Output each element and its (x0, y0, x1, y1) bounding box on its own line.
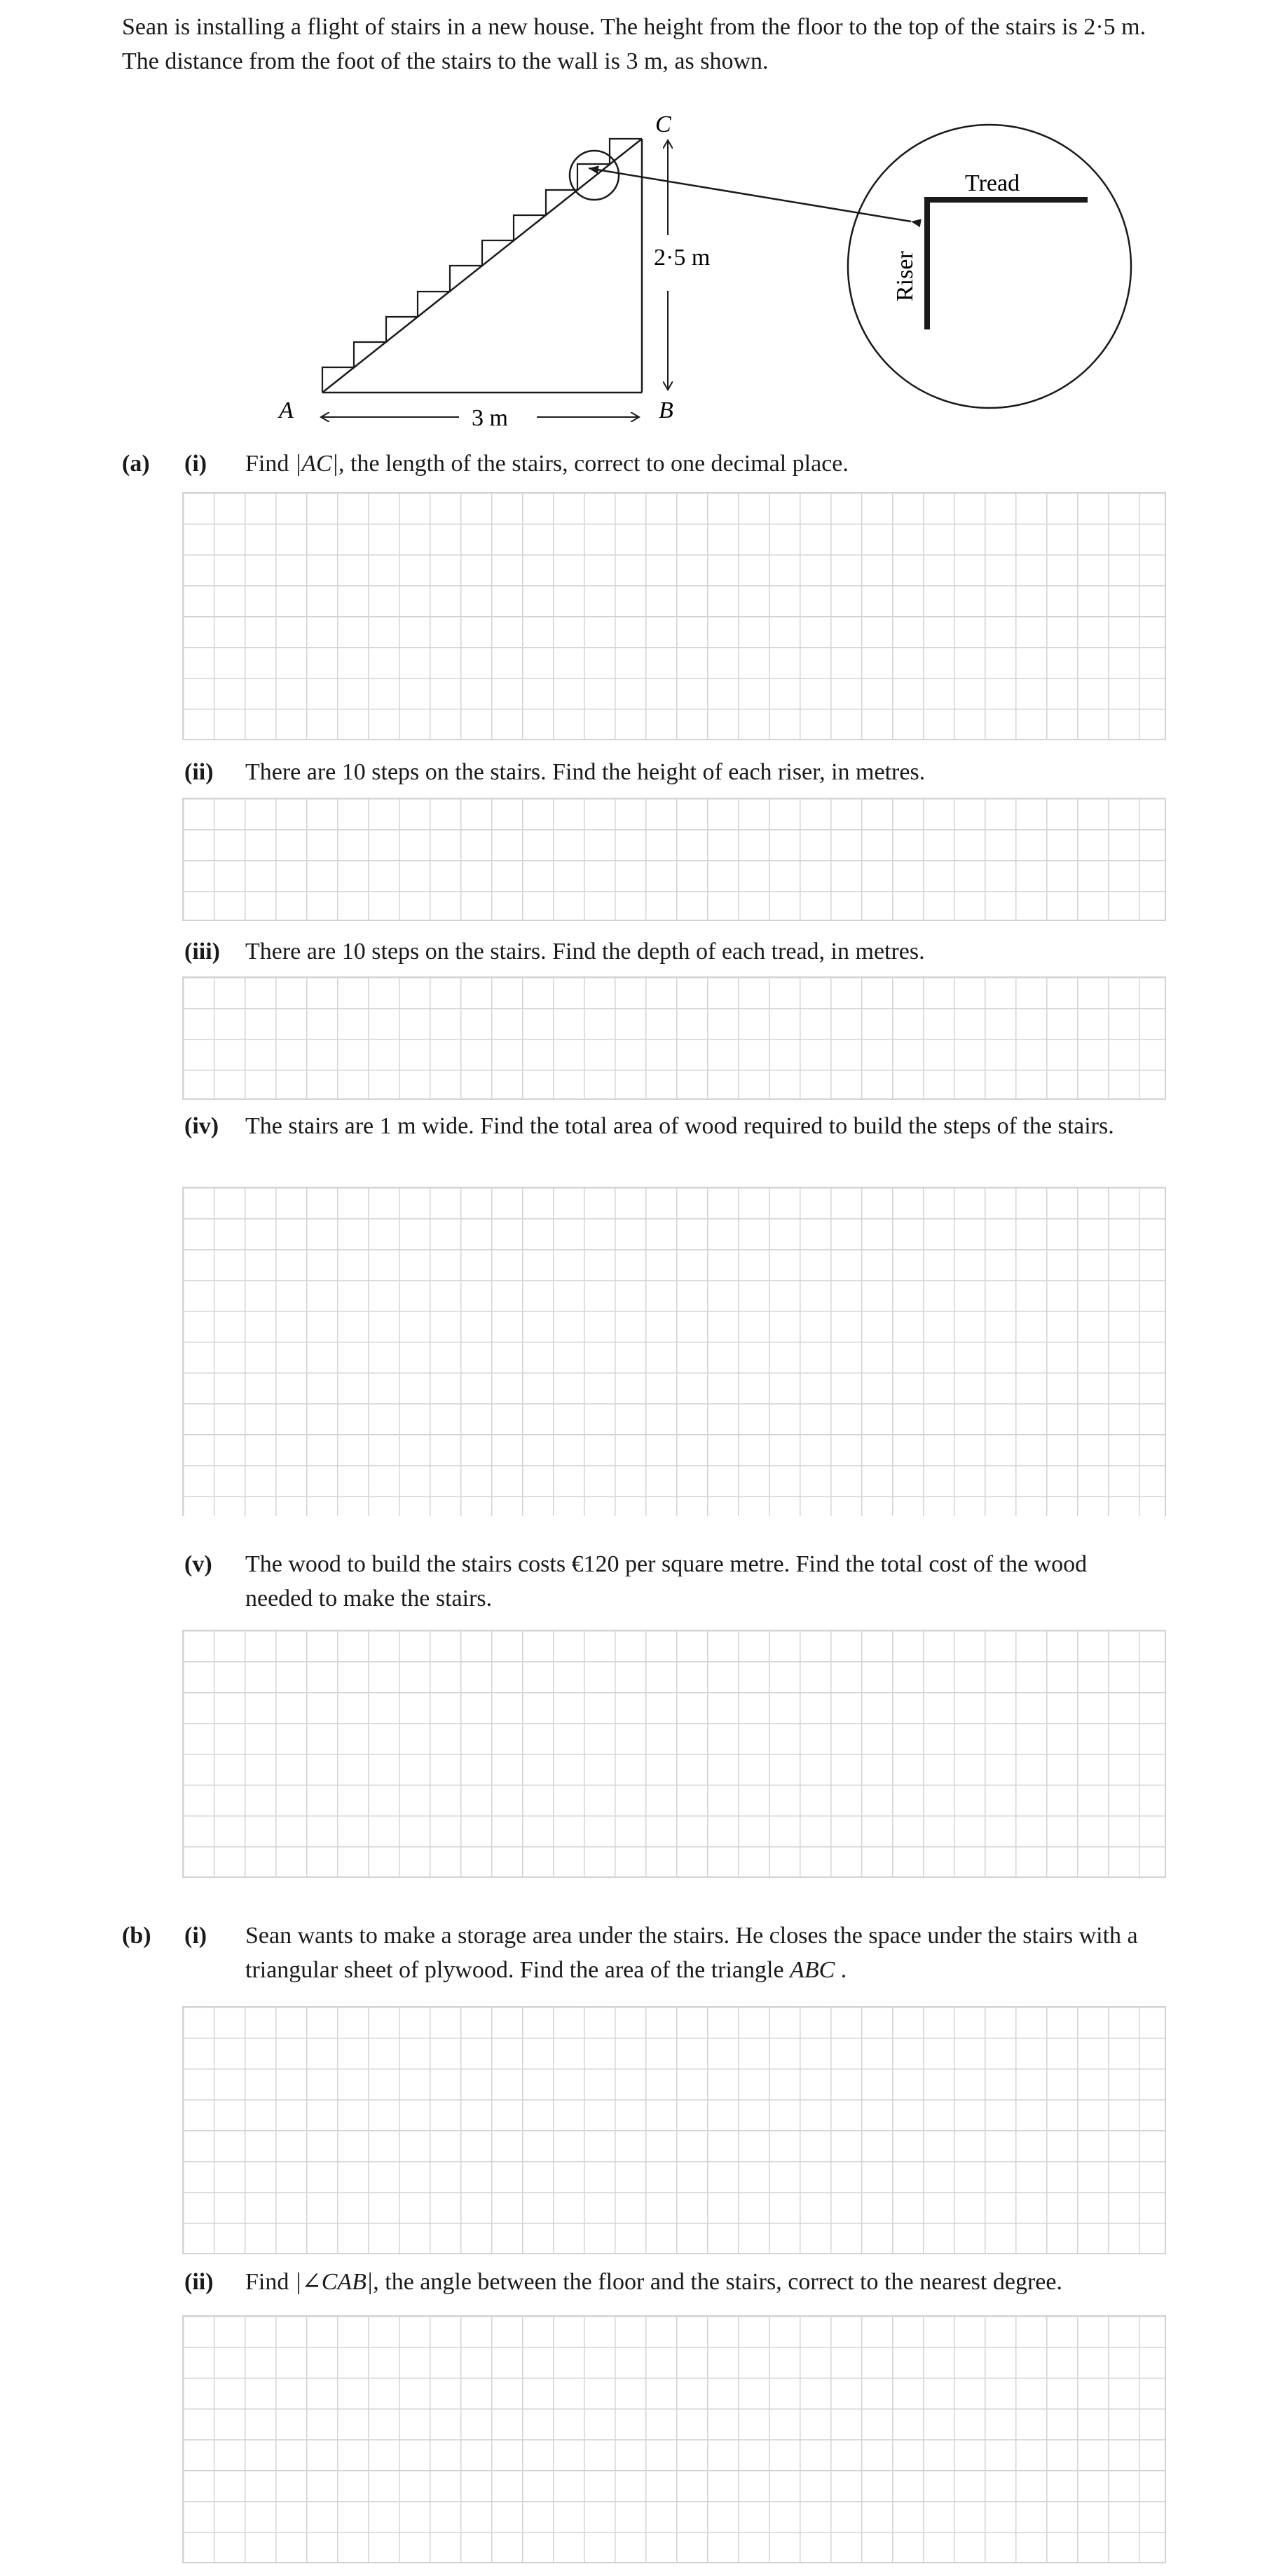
part-a-ii-label: (ii) (184, 759, 214, 785)
length-3m-label: 3 m (472, 405, 508, 431)
point-a-label: A (279, 397, 294, 423)
math-abc: ABC (790, 1957, 835, 1983)
point-c-label: C (655, 111, 671, 137)
math-angle-cab: |∠CAB| (294, 2269, 374, 2295)
question-text: Find (245, 451, 295, 477)
part-b-i-question (245, 1919, 1170, 1987)
part-a-ii-question: There are 10 steps on the stairs. Find the height of each riser, in metres. (245, 759, 926, 785)
magnified-circle (848, 125, 1131, 408)
zoom-pointer-arrow (589, 168, 911, 222)
height-label: 2·5 m (654, 245, 711, 271)
answer-grid-a-iv[interactable] (182, 1187, 1166, 1516)
answer-grid-a-v[interactable] (182, 1630, 1166, 1878)
tread-label: Tread (965, 170, 1020, 196)
stairs-diagram (0, 0, 1274, 435)
part-b-i-label: (i) (184, 1923, 207, 1949)
part-a-i-question (245, 447, 1170, 481)
question-text: , the angle between the floor and the stairs, correct to the nearest degree. (373, 2269, 1062, 2295)
tread-riser-corner (927, 200, 1088, 329)
part-a-iv-label: (iv) (184, 1113, 219, 1139)
answer-grid-a-ii[interactable] (182, 798, 1166, 921)
question-text: , the length of the stairs, correct to one decimal place. (338, 451, 849, 477)
question-text: Sean wants to make a storage area under the stairs. He closes the space under the stairs with a triangular sheet of plywood. Find the area of the triangle (245, 1923, 1138, 1983)
part-a-iii-label: (iii) (184, 939, 220, 965)
part-a-v-label: (v) (184, 1551, 212, 1577)
answer-grid-b-ii[interactable] (182, 2315, 1166, 2563)
math-ac: |AC| (294, 451, 338, 477)
riser-label: Riser (892, 251, 918, 301)
question-text: . (835, 1957, 847, 1983)
part-a-iii-question: There are 10 steps on the stairs. Find the depth of each tread, in metres. (245, 939, 925, 965)
answer-grid-b-i[interactable] (182, 2006, 1166, 2254)
part-b-ii-label: (ii) (184, 2269, 214, 2295)
answer-grid-a-iii[interactable] (182, 976, 1166, 1100)
intro-text: Sean is installing a flight of stairs in a new house. The height from the floor to the top of the stairs is 2·5 m. The distance from the foot of the stairs to the wall is 3 m, as shown. (122, 14, 1146, 74)
question-text: Find (245, 2269, 295, 2295)
part-b-ii-question (245, 2265, 1177, 2299)
point-b-label: B (659, 397, 673, 423)
part-b-label: (b) (122, 1923, 151, 1949)
part-a-label: (a) (122, 451, 150, 477)
answer-grid-a-i[interactable] (182, 492, 1166, 740)
part-a-v-question: The wood to build the stairs costs €120 per square metre. Find the total cost of the wood needed to make the stairs. (245, 1551, 1088, 1611)
part-a-iv-question: The stairs are 1 m wide. Find the total area of wood required to build the steps of the stairs. (245, 1113, 1114, 1139)
part-a-i-label: (i) (184, 451, 207, 477)
